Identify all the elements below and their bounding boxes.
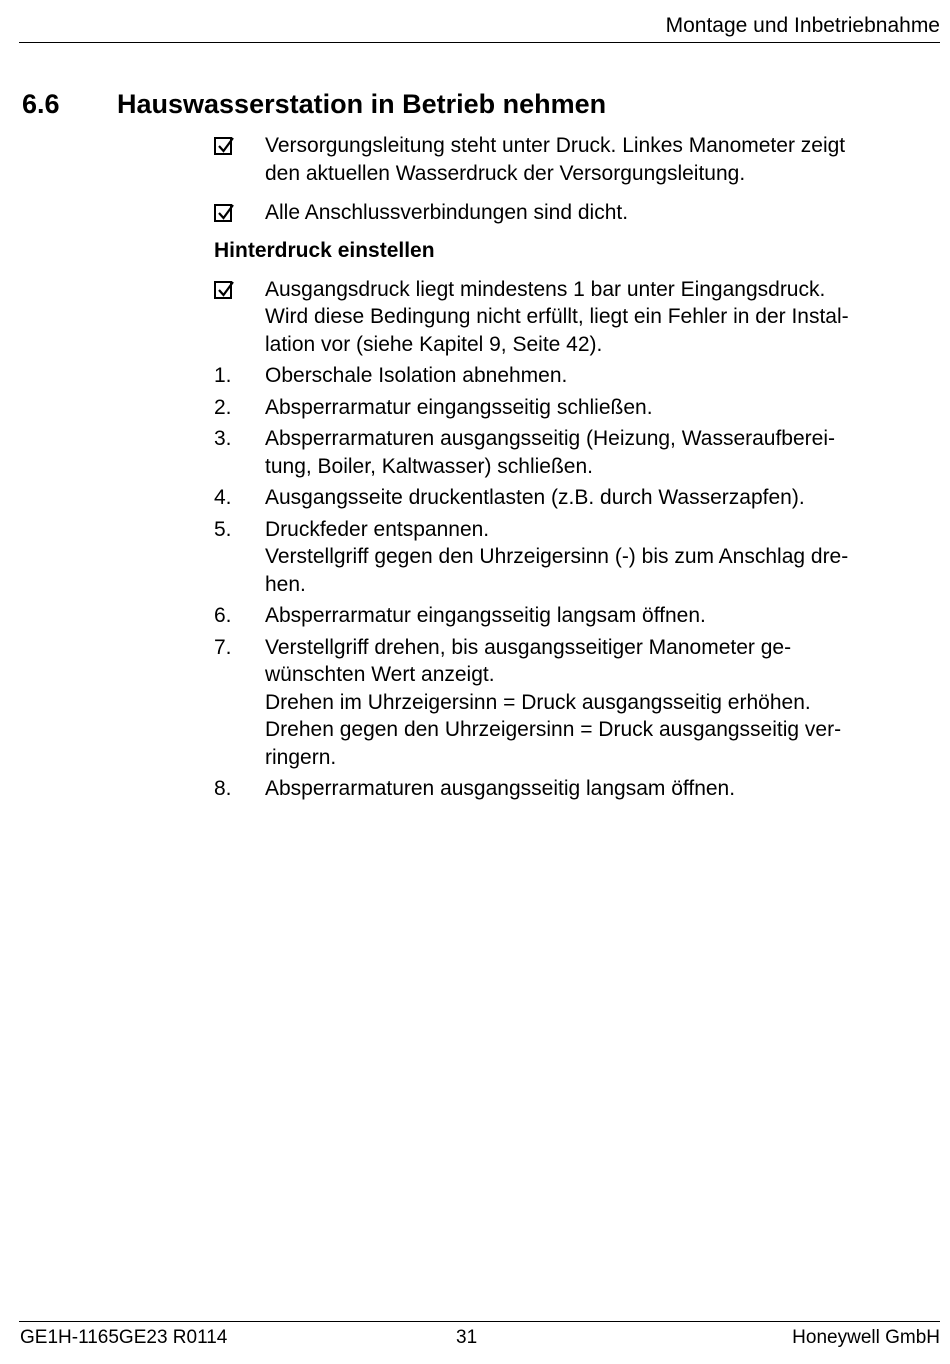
running-header: Montage und Inbetriebnahme [665, 14, 940, 37]
condition-text-line: lation vor (siehe Kapitel 9, Seite 42). [265, 332, 603, 356]
step-text-line: Absperrarmaturen ausgangsseitig (Heizung, Wasseraufberei- [265, 427, 835, 450]
condition-text-line: Ausgangsdruck liegt mindestens 1 bar unter Eingangsdruck. [265, 277, 826, 301]
footer-company: Honeywell GmbH [792, 1327, 940, 1348]
step-number: 5. [214, 517, 232, 541]
checked-box-icon [214, 204, 232, 222]
precheck-text-line: Alle Anschlussverbindungen sind dicht. [265, 201, 629, 224]
step-number: 4. [214, 486, 232, 509]
section-title: Hauswasserstation in Betrieb nehmen [117, 89, 607, 119]
step-text-line: ringern. [265, 745, 337, 769]
step-text-line: Verstellgriff drehen, bis ausgangsseitiger Manometer ge- [265, 635, 792, 659]
header-rule [19, 42, 940, 43]
step-number: 1. [214, 364, 232, 387]
condition-text-line: Wird diese Bedingung nicht erfüllt, liegt ein Fehler in der Instal- [265, 305, 849, 328]
footer-page-number: 31 [456, 1327, 478, 1348]
step-number: 8. [214, 777, 232, 800]
step-item [214, 602, 934, 630]
checked-box-icon [214, 137, 232, 155]
step-text-line: Druckfeder entspannen. [265, 517, 490, 541]
step-item [214, 484, 934, 512]
step-text-line: hen. [265, 572, 306, 596]
precheck-item [214, 199, 934, 227]
step-text-line: tung, Boiler, Kaltwasser) schließen. [265, 454, 593, 478]
step-text-line: wünschten Wert anzeigt. [265, 663, 495, 686]
content-body [214, 132, 934, 803]
section-number: 6.6 [22, 89, 60, 119]
precheck-item [214, 132, 934, 187]
step-number: 3. [214, 427, 232, 450]
step-text-line: Absperrarmaturen ausgangsseitig langsam öffnen. [265, 777, 736, 800]
step-text-line: Absperrarmatur eingangsseitig schließen. [265, 395, 653, 419]
step-text-line: Absperrarmatur eingangsseitig langsam öffnen. [265, 604, 706, 627]
step-text-line: Drehen gegen den Uhrzeigersinn = Druck ausgangsseitig ver- [265, 718, 842, 741]
step-item [214, 394, 934, 422]
footer-doc-id: GE1H-1165GE23 R0114 [20, 1327, 228, 1348]
precheck-text-line: den aktuellen Wasserdruck der Versorgungsleitung. [265, 161, 746, 185]
step-item [214, 516, 934, 599]
step-text-line: Verstellgriff gegen den Uhrzeigersinn (-) bis zum Anschlag dre- [265, 545, 849, 568]
step-item [214, 425, 934, 480]
step-text-line: Drehen im Uhrzeigersinn = Druck ausgangsseitig erhöhen. [265, 690, 811, 714]
precheck-text-line: Versorgungsleitung steht unter Druck. Linkes Manometer zeigt [265, 134, 846, 157]
step-item [214, 362, 934, 390]
subheading: Hinterdruck einstellen [214, 238, 435, 262]
condition-item [214, 276, 934, 359]
step-item [214, 634, 934, 772]
step-number: 2. [214, 395, 232, 419]
step-item [214, 775, 934, 803]
footer-rule [19, 1321, 940, 1322]
step-text-line: Ausgangsseite druckentlasten (z.B. durch Wasserzapfen). [265, 486, 805, 509]
step-number: 6. [214, 604, 232, 627]
checked-box-icon [214, 281, 232, 299]
step-number: 7. [214, 635, 232, 659]
step-text-line: Oberschale Isolation abnehmen. [265, 364, 568, 387]
